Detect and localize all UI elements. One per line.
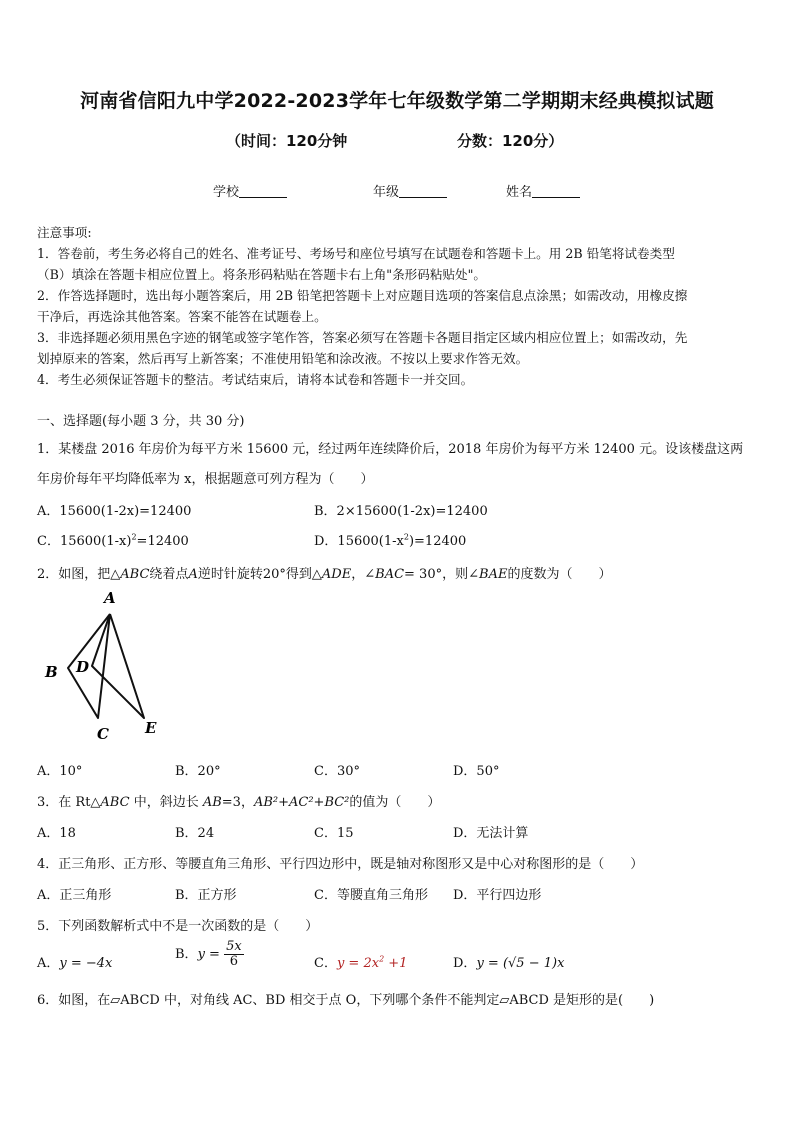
label-c: C (97, 725, 109, 743)
q4-option-a: A．正三角形 (37, 888, 112, 903)
notice-line: 4．考生必须保证答题卡的整洁。考试结束后，请将本试卷和答题卡一并交回。 (37, 372, 474, 387)
school-field (213, 181, 287, 200)
q1-option-c: C．$15600(1-x)^2=12400$ (37, 532, 189, 549)
q5-option-b: B．y = $\frac{5x}{6}$ (175, 939, 242, 969)
q4-option-d: D．平行四边形 (453, 888, 542, 903)
exam-title: 河南省信阳九中学2022-2023学年七年级数学第二学期期末经典模拟试题 (80, 90, 714, 112)
question-1-line-2: 年房价每年平均降低率为 x，根据题意可列方程为（ ） (37, 472, 374, 487)
notice-line: （B）填涂在答题卡相应位置上。将条形码粘贴在答题卡右上角"条形码粘贴处"。 (37, 267, 487, 282)
q2-option-c: C．30° (314, 764, 360, 779)
question-4-text: 4．正三角形、正方形、等腰直角三角形、平行四边形中，既是轴对称图形又是中心对称图形的是（ ） (37, 857, 644, 872)
grade-field (373, 181, 447, 200)
exam-score: 分数：120分） (457, 132, 564, 150)
q1-option-d: D．$15600(1-x^2)=12400$ (314, 532, 467, 549)
notice-line: 干净后，再选涂其他答案。答案不能答在试题卷上。 (37, 309, 327, 324)
q1-option-b: B．2×15600(1-2x)=12400 (314, 504, 488, 519)
notice-line: 2．作答选择题时，选出每小题答案后，用 2B 铅笔把答题卡上对应题目选项的答案信息点涂黑；如需改动，用橡皮擦 (37, 288, 688, 303)
question-1-line-1: 1．某楼盘 2016 年房价为每平方米 15600 元，经过两年连续降价后，2018 年房价为每平方米 12400 元。设该楼盘这两 (37, 442, 744, 457)
notice-line: 3．非选择题必须用黑色字迹的钢笔或签字笔作答，答案必须写在答题卡各题目指定区域内相应位置上；如需改动，先 (37, 330, 688, 345)
grade-label: 年级 (373, 185, 400, 200)
label-b: B (45, 663, 58, 681)
grade-blank (399, 184, 447, 198)
school-label: 学校 (213, 185, 240, 200)
notice-line: 划掉原来的答案，然后再写上新答案；不准使用铅笔和涂改液。不按以上要求作答无效。 (37, 351, 529, 366)
question-5-text: 5．下列函数解析式中不是一次函数的是（ ） (37, 919, 319, 934)
q5-option-c: C．$y = 2x^2 +1$ (314, 954, 408, 971)
question-6-text: 6．如图，在▱ABCD 中，对角线 AC、BD 相交于点 O，下列哪个条件不能判定▱ABCD 是矩形的是( ) (37, 993, 655, 1008)
q2-option-b: B．20° (175, 764, 221, 779)
notice-heading: 注意事项: (37, 225, 92, 240)
label-d: D (76, 658, 90, 676)
q4-option-c: C．等腰直角三角形 (314, 888, 428, 903)
label-e: E (145, 719, 157, 737)
q1-option-a: A．15600(1-2x)=12400 (37, 504, 192, 519)
section-heading: 一、选择题(每小题 3 分，共 30 分) (37, 414, 245, 429)
question-3-text: 3．在 Rt△ABC 中，斜边长 AB=3，AB²+AC²+BC²的值为（ ） (37, 795, 441, 810)
notice-line: 1．答卷前，考生务必将自己的姓名、准考证号、考场号和座位号填写在试题卷和答题卡上。用 2B 铅笔将试卷类型 (37, 246, 675, 261)
q5-option-a: A．y = −4x (37, 956, 113, 971)
q2-option-d: D．50° (453, 764, 500, 779)
label-a: A (104, 589, 116, 607)
q2-option-a: A．10° (37, 764, 83, 779)
q3-option-a: A．18 (37, 826, 76, 841)
q3-option-c: C．15 (314, 826, 354, 841)
name-blank (532, 184, 580, 198)
question-2-text: 2．如图，把△ABC绕着点A逆时针旋转20°得到△ADE，∠BAC= 30°，则∠BAE的度数为（ ） (37, 567, 612, 582)
rotation-figure (40, 585, 180, 745)
name-field (506, 181, 580, 200)
school-blank (239, 184, 287, 198)
q3-option-d: D．无法计算 (453, 826, 529, 841)
fraction: $\frac{5x}{6}$ (226, 939, 242, 969)
notice-block (37, 222, 759, 390)
name-label: 姓名 (506, 185, 533, 200)
q3-option-b: B．24 (175, 826, 215, 841)
q4-option-b: B．正方形 (175, 888, 237, 903)
exam-time: （时间：120分钟 (226, 132, 348, 150)
q5-option-d: D．y = (√5 − 1)x (453, 956, 565, 971)
